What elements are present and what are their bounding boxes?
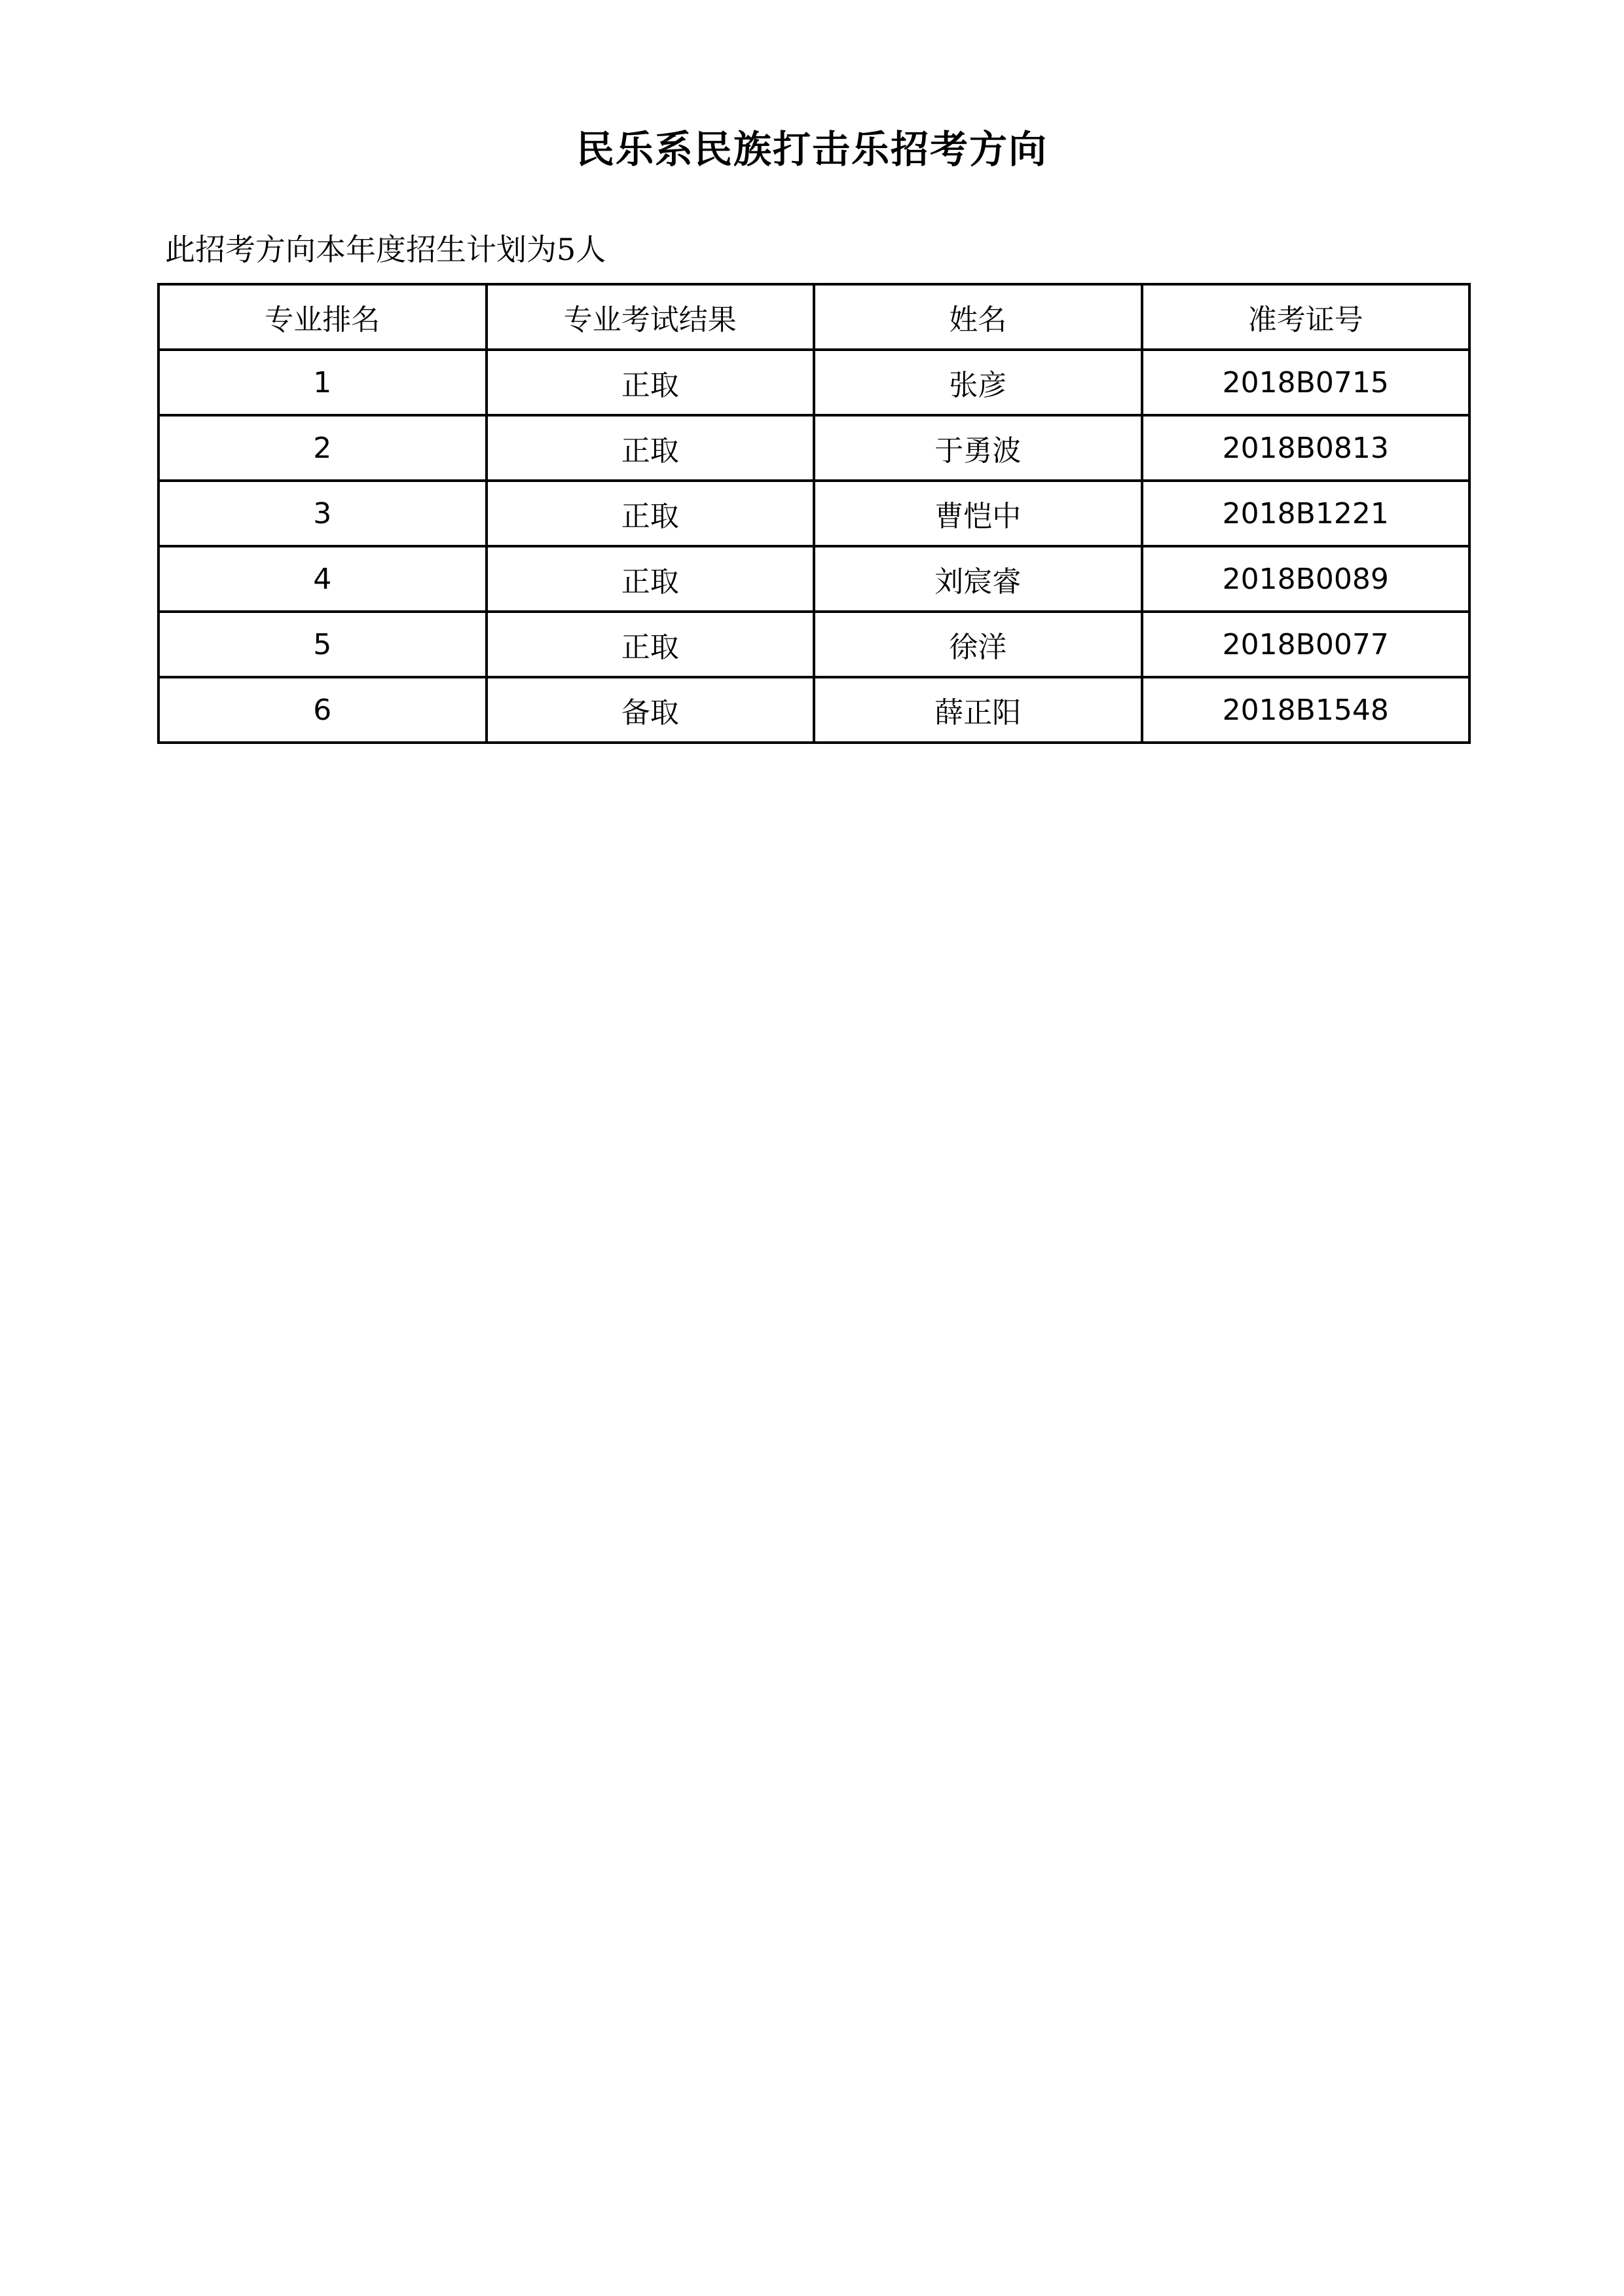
cell-name: 曹恺中 — [814, 481, 1142, 546]
table-row — [158, 481, 1469, 546]
cell-rank: 4 — [158, 546, 487, 612]
table-header-row — [158, 284, 1469, 350]
cell-ticket: 2018B1221 — [1142, 481, 1470, 546]
cell-name: 张彦 — [814, 350, 1142, 415]
admission-results-table — [157, 283, 1471, 744]
cell-rank: 3 — [158, 481, 487, 546]
cell-ticket: 2018B1548 — [1142, 677, 1470, 743]
enrollment-plan-note: 此招考方向本年度招生计划为5人 — [165, 232, 606, 267]
cell-name: 薛正阳 — [814, 677, 1142, 743]
header-name: 姓名 — [814, 284, 1142, 350]
table-row — [158, 612, 1469, 677]
cell-ticket: 2018B0715 — [1142, 350, 1470, 415]
table-row — [158, 415, 1469, 481]
cell-result: 正取 — [487, 415, 815, 481]
header-rank: 专业排名 — [158, 284, 487, 350]
cell-name: 刘宸睿 — [814, 546, 1142, 612]
cell-rank: 6 — [158, 677, 487, 743]
cell-result: 正取 — [487, 546, 815, 612]
cell-result: 正取 — [487, 350, 815, 415]
cell-result: 备取 — [487, 677, 815, 743]
header-ticket-number: 准考证号 — [1142, 284, 1470, 350]
page-title: 民乐系民族打击乐招考方向 — [576, 127, 1048, 172]
table-row — [158, 677, 1469, 743]
cell-ticket: 2018B0089 — [1142, 546, 1470, 612]
cell-result: 正取 — [487, 612, 815, 677]
cell-rank: 1 — [158, 350, 487, 415]
cell-rank: 5 — [158, 612, 487, 677]
cell-rank: 2 — [158, 415, 487, 481]
cell-ticket: 2018B0077 — [1142, 612, 1470, 677]
table-row — [158, 546, 1469, 612]
cell-result: 正取 — [487, 481, 815, 546]
cell-ticket: 2018B0813 — [1142, 415, 1470, 481]
cell-name: 于勇波 — [814, 415, 1142, 481]
header-exam-result: 专业考试结果 — [487, 284, 815, 350]
cell-name: 徐洋 — [814, 612, 1142, 677]
table-row — [158, 350, 1469, 415]
